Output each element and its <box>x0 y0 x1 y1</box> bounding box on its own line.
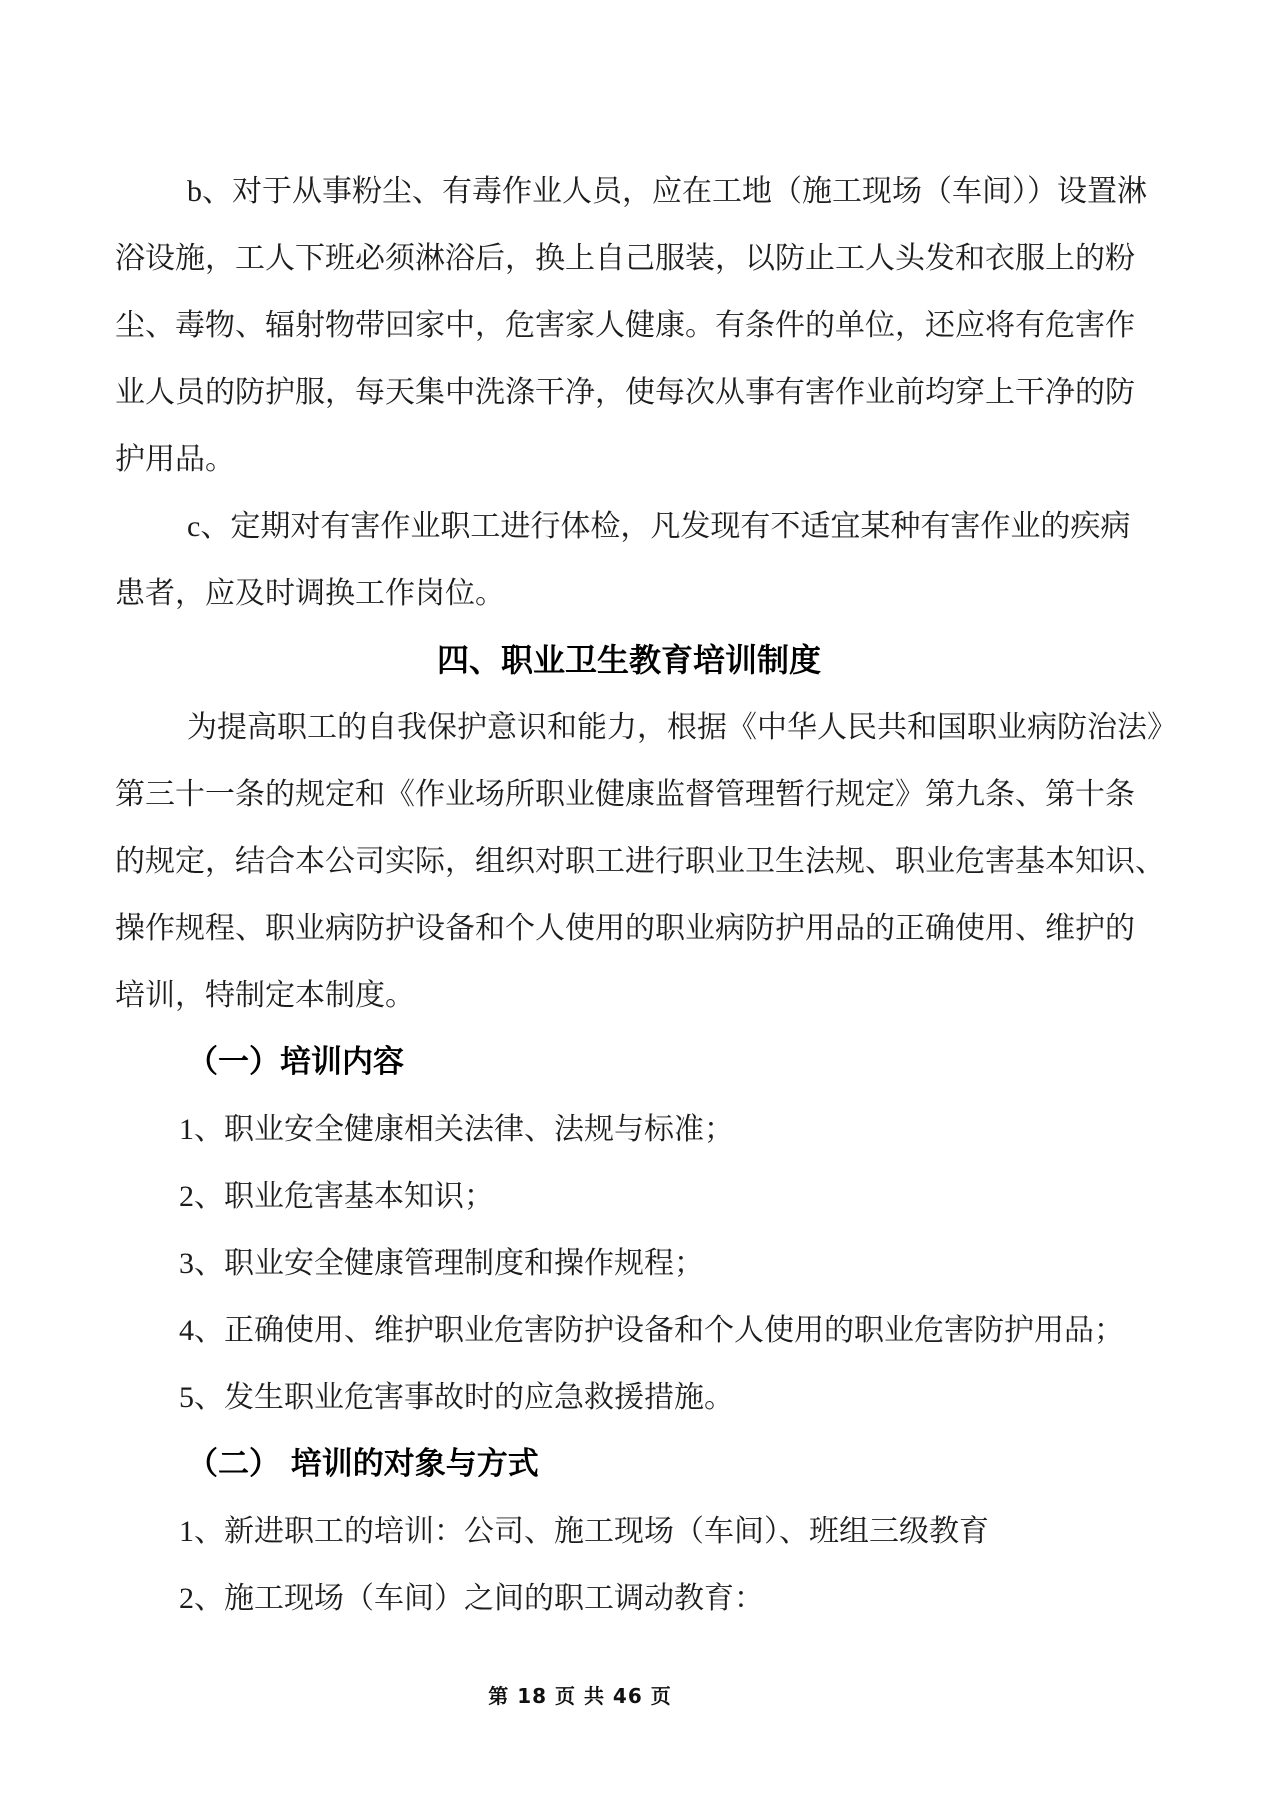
subsection-2-item: 1、新进职工的培训：公司、施工现场（车间）、班组三级教育 <box>179 1515 989 1548</box>
subsection-1-item: 1、职业安全健康相关法律、法规与标准； <box>179 1113 734 1146</box>
subsection-1-item: 3、职业安全健康管理制度和操作规程； <box>179 1247 704 1280</box>
paragraph-b-line: 业人员的防护服，每天集中洗涤干净，使每次从事有害作业前均穿上干净的防 <box>115 376 1135 409</box>
paragraph-b-line: 护用品。 <box>115 443 235 476</box>
paragraph-c-line: 患者，应及时调换工作岗位。 <box>115 577 505 610</box>
subsection-1-item: 2、职业危害基本知识； <box>179 1180 494 1213</box>
page-footer: 第 18 页 共 46 页 <box>488 1684 672 1708</box>
intro-paragraph-line: 第三十一条的规定和《作业场所职业健康监督管理暂行规定》第九条、第十条 <box>115 778 1135 811</box>
subsection-1-title: （一）培训内容 <box>187 1044 404 1080</box>
paragraph-b-line: 浴设施，工人下班必须淋浴后，换上自己服装，以防止工人头发和衣服上的粉 <box>115 242 1135 275</box>
paragraph-b-line: 尘、毒物、辐射物带回家中，危害家人健康。有条件的单位，还应将有危害作 <box>115 309 1135 342</box>
subsection-2-title: （二） 培训的对象与方式 <box>187 1446 539 1482</box>
paragraph-c-line: c、定期对有害作业职工进行体检，凡发现有不适宜某种有害作业的疾病 <box>187 510 1131 543</box>
subsection-1-item: 5、发生职业危害事故时的应急救援措施。 <box>179 1381 734 1414</box>
subsection-2-item: 2、施工现场（车间）之间的职工调动教育： <box>179 1582 764 1615</box>
section-heading: 四、职业卫生教育培训制度 <box>436 641 821 679</box>
paragraph-b-line: b、对于从事粉尘、有毒作业人员，应在工地（施工现场（车间））设置淋 <box>187 175 1147 208</box>
subsection-1-item: 4、正确使用、维护职业危害防护设备和个人使用的职业危害防护用品； <box>179 1314 1124 1347</box>
intro-paragraph-line: 为提高职工的自我保护意识和能力，根据《中华人民共和国职业病防治法》 <box>187 711 1177 744</box>
intro-paragraph-line: 的规定，结合本公司实际，组织对职工进行职业卫生法规、职业危害基本知识、 <box>115 845 1165 878</box>
intro-paragraph-line: 培训，特制定本制度。 <box>115 979 415 1012</box>
page-content <box>115 158 1177 1632</box>
intro-paragraph-line: 操作规程、职业病防护设备和个人使用的职业病防护用品的正确使用、维护的 <box>115 912 1135 945</box>
